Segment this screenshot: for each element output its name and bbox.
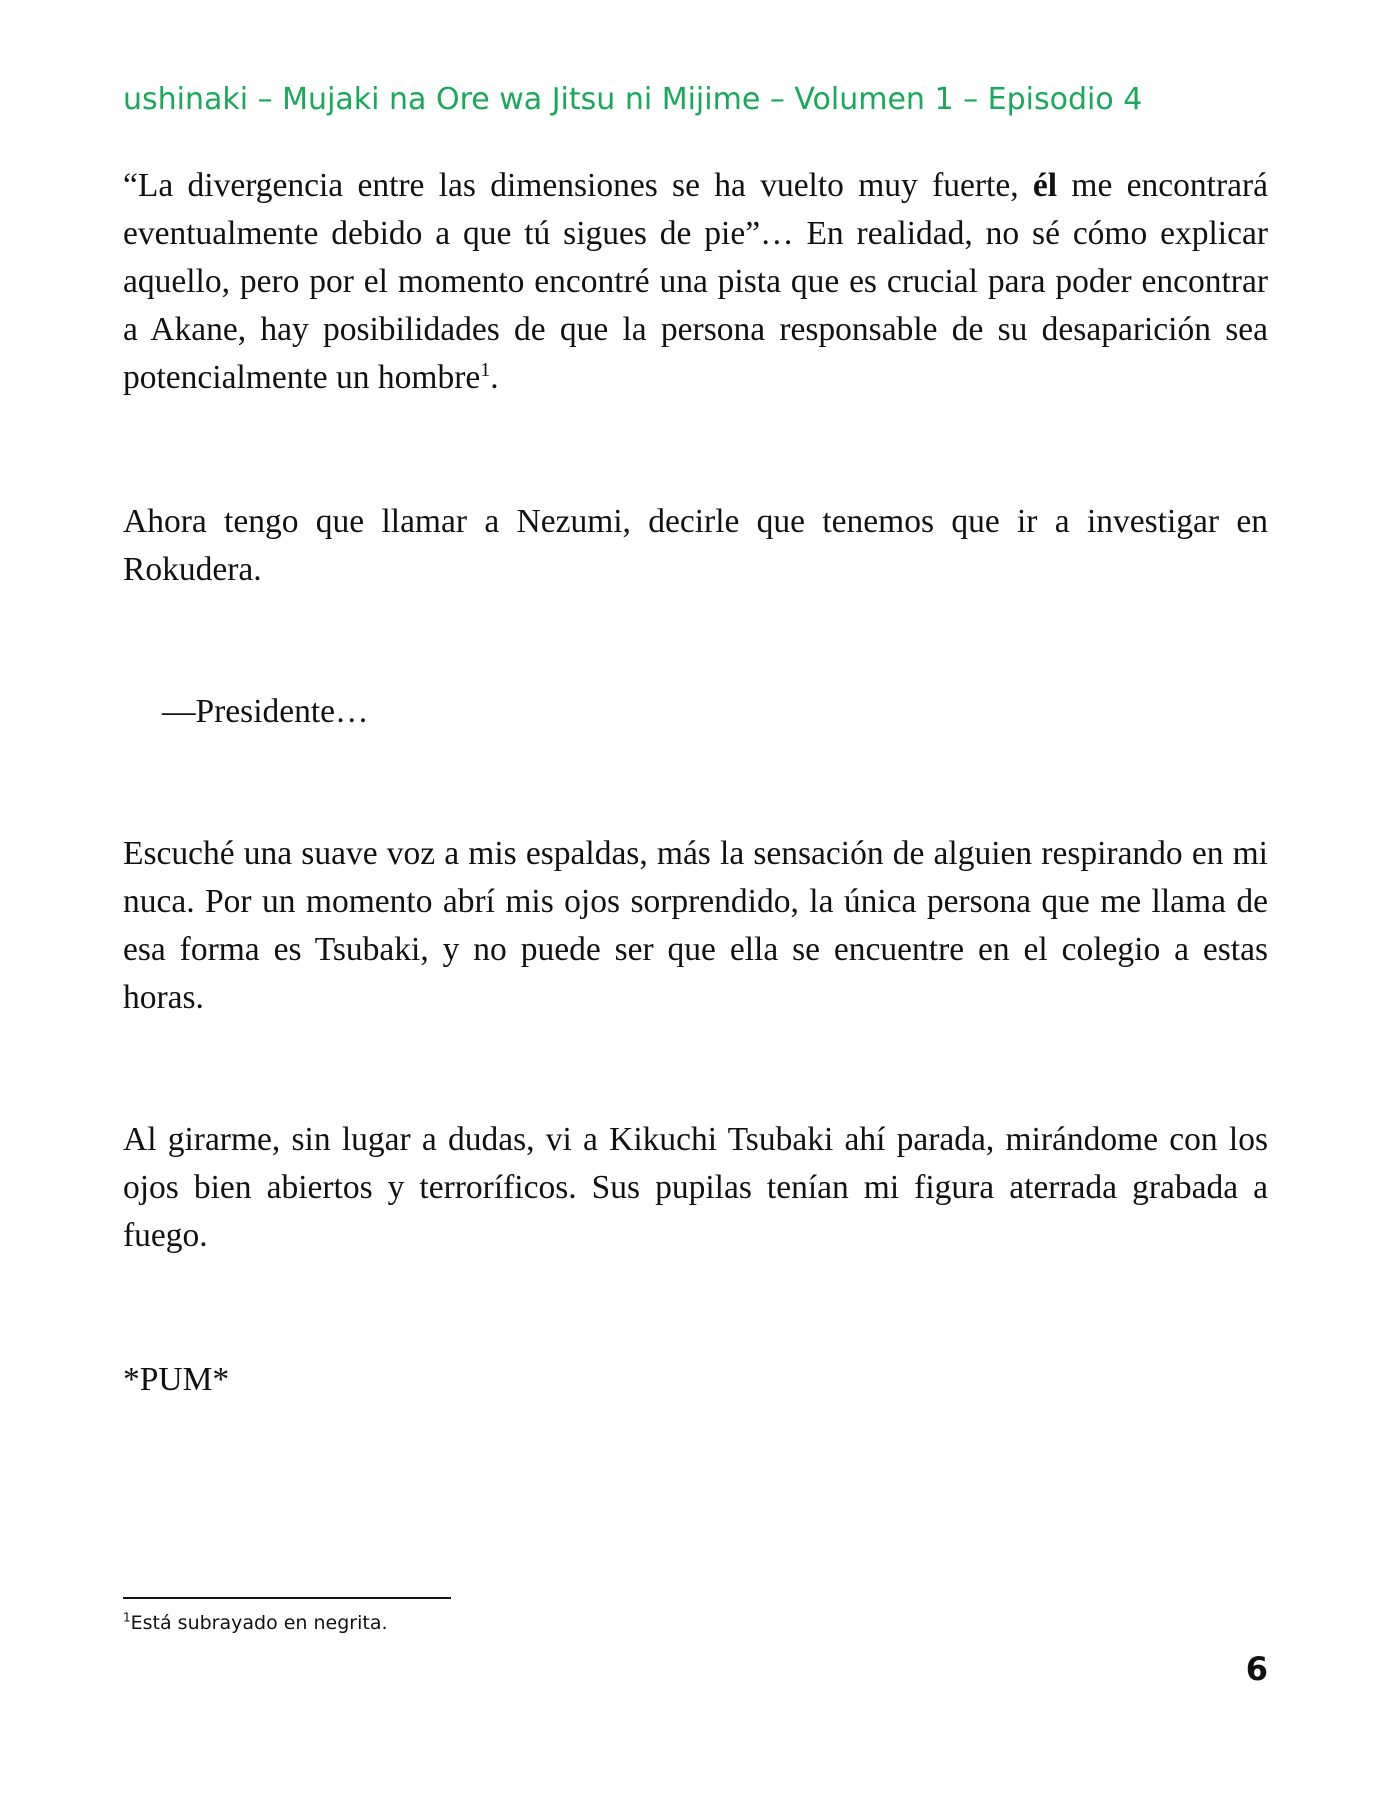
sound-effect: *PUM* — [123, 1361, 230, 1398]
paragraph-1-text-b: me encontrará eventualmente debido a que tú sigues de pie”… En realidad, no sé cómo explicar aquello, pero por el momento encontré una pista que es crucial para poder encontrar a Akane, hay posibilidades de que la persona responsable de su desaparición sea potencialmente un hombre — [123, 167, 1268, 396]
paragraph-1-end: . — [490, 359, 499, 396]
footnote-mark: 1 — [123, 1610, 131, 1625]
footnote — [123, 1612, 388, 1634]
paragraph-1 — [123, 162, 1268, 402]
dialogue-line: —Presidente… — [162, 693, 369, 730]
footnote-reference: 1 — [480, 358, 491, 381]
footnote-separator — [123, 1597, 451, 1599]
footnote-text: Está subrayado en negrita. — [130, 1612, 388, 1634]
paragraph-5: Al girarme, sin lugar a dudas, vi a Kikuchi Tsubaki ahí parada, mirándome con los ojos bien abiertos y terroríficos. Sus pupilas tenían mi figura aterrada grabada a fuego. — [123, 1121, 1268, 1254]
paragraph-1-text-a: “La divergencia entre las dimensiones se ha vuelto muy fuerte, — [123, 167, 1033, 204]
paragraph-2: Ahora tengo que llamar a Nezumi, decirle que tenemos que ir a investigar en Rokudera. — [123, 503, 1268, 588]
paragraph-1-bold-word: él — [1032, 167, 1058, 204]
paragraph-4: Escuché una suave voz a mis espaldas, más la sensación de alguien respirando en mi nuca. Por un momento abrí mis ojos sorprendido, la única persona que me llama de esa forma es Tsubaki, y no puede ser que ella se encuentre en el colegio a estas horas. — [123, 835, 1268, 1016]
running-header: ushinaki – Mujaki na Ore wa Jitsu ni Mijime – Volumen 1 – Episodio 4 — [123, 82, 1143, 117]
page-number: 6 — [1245, 1650, 1268, 1688]
